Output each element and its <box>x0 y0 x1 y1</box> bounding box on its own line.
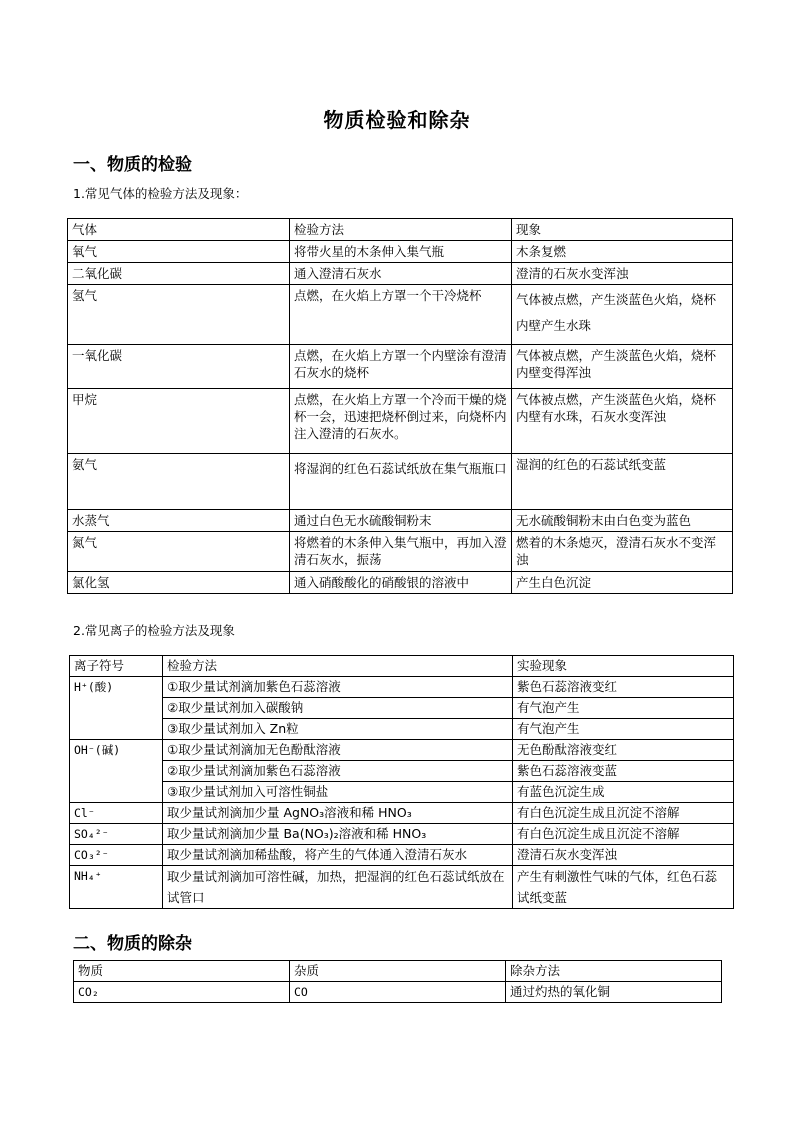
method-cell: 点燃，在火焰上方罩一个冷而干燥的烧杯一会，迅速把烧杯倒过来，向烧杯内注入澄清的石灰水。 <box>290 389 512 454</box>
section-heading-inspection: 一、物质的检验 <box>73 155 192 175</box>
method-cell: 通过灼热的氧化铜 <box>506 982 722 1003</box>
method-cell: ①取少量试剂滴加无色酚酞溶液 <box>163 740 513 761</box>
result-cell: 湿润的红色的石蕊试纸变蓝 <box>512 454 733 510</box>
table-row <box>68 285 733 345</box>
result-cell: 有气泡产生 <box>513 719 734 740</box>
method-cell: 取少量试剂滴加稀盐酸，将产生的气体通入澄清石灰水 <box>163 845 513 866</box>
ion-symbol-cell: H⁺(酸) <box>70 677 163 740</box>
method-cell: ③取少量试剂加入可溶性铜盐 <box>163 782 513 803</box>
table-row <box>70 698 734 719</box>
table-row <box>68 241 733 263</box>
table-row <box>70 740 734 761</box>
gas-name-cell: 一氧化碳 <box>68 345 290 389</box>
ion-symbol-cell: CO₃²⁻ <box>70 845 163 866</box>
method-cell: 将燃着的木条伸入集气瓶中，再加入澄清石灰水，振荡 <box>290 532 512 572</box>
result-cell: 产生白色沉淀 <box>512 572 733 594</box>
table-header-row <box>74 961 722 982</box>
table-row <box>68 572 733 594</box>
result-cell: 澄清的石灰水变浑浊 <box>512 263 733 285</box>
result-cell: 产生有刺激性气味的气体，红色石蕊试纸变蓝 <box>513 866 734 909</box>
table-row <box>70 824 734 845</box>
method-cell: 将湿润的红色石蕊试纸放在集气瓶瓶口 <box>290 454 512 510</box>
table-row <box>70 845 734 866</box>
result-cell: 气体被点燃，产生淡蓝色火焰，烧杯内壁产生水珠 <box>512 285 733 345</box>
method-cell: 通入硝酸酸化的硝酸银的溶液中 <box>290 572 512 594</box>
ion-test-table <box>69 655 734 909</box>
result-cell: 无色酚酞溶液变红 <box>513 740 734 761</box>
impurity-removal-table <box>73 960 722 1003</box>
table-row <box>74 982 722 1003</box>
header-cell: 实验现象 <box>513 656 734 677</box>
ion-symbol-cell: OH⁻(碱) <box>70 740 163 803</box>
gas-name-cell: 氮气 <box>68 532 290 572</box>
method-cell: 取少量试剂滴加可溶性碱，加热，把湿润的红色石蕊试纸放在试管口 <box>163 866 513 909</box>
gas-name-cell: 水蒸气 <box>68 510 290 532</box>
method-cell: 点燃，在火焰上方罩一个干冷烧杯 <box>290 285 512 345</box>
table-row <box>70 761 734 782</box>
header-cell: 除杂方法 <box>506 961 722 982</box>
result-cell: 气体被点燃，产生淡蓝色火焰，烧杯内壁变得浑浊 <box>512 345 733 389</box>
table-row <box>68 345 733 389</box>
table-row <box>70 866 734 909</box>
table-row <box>68 454 733 510</box>
header-cell: 杂质 <box>290 961 506 982</box>
method-cell: 通过白色无水硫酸铜粉末 <box>290 510 512 532</box>
substance-cell: CO₂ <box>74 982 290 1003</box>
gas-name-cell: 甲烷 <box>68 389 290 454</box>
method-cell: ①取少量试剂滴加紫色石蕊溶液 <box>163 677 513 698</box>
method-cell: 取少量试剂滴加少量 AgNO₃溶液和稀 HNO₃ <box>163 803 513 824</box>
header-cell: 检验方法 <box>163 656 513 677</box>
result-cell: 有气泡产生 <box>513 698 734 719</box>
result-cell: 有白色沉淀生成且沉淀不溶解 <box>513 803 734 824</box>
result-cell: 紫色石蕊溶液变红 <box>513 677 734 698</box>
section-heading-removal: 二、物质的除杂 <box>73 934 192 954</box>
table-row <box>68 263 733 285</box>
table-row <box>68 510 733 532</box>
table-row <box>68 532 733 572</box>
table-row <box>70 803 734 824</box>
result-cell: 气体被点燃，产生淡蓝色火焰，烧杯内壁有水珠，石灰水变浑浊 <box>512 389 733 454</box>
method-cell: ②取少量试剂滴加紫色石蕊溶液 <box>163 761 513 782</box>
ion-symbol-cell: NH₄⁺ <box>70 866 163 909</box>
method-cell: ③取少量试剂加入 Zn粒 <box>163 719 513 740</box>
table-header-row <box>68 219 733 241</box>
gas-subtitle: 1.常见气体的检验方法及现象： <box>73 186 248 201</box>
header-cell: 物质 <box>74 961 290 982</box>
page-title: 物质检验和除杂 <box>323 108 471 132</box>
ion-subtitle: 2.常见离子的检验方法及现象 <box>73 623 235 638</box>
gas-name-cell: 氢气 <box>68 285 290 345</box>
method-cell: 通入澄清石灰水 <box>290 263 512 285</box>
gas-name-cell: 氯化氢 <box>68 572 290 594</box>
header-cell: 气体 <box>68 219 290 241</box>
method-cell: 将带火星的木条伸入集气瓶 <box>290 241 512 263</box>
impurity-cell: CO <box>290 982 506 1003</box>
ion-symbol-cell: Cl⁻ <box>70 803 163 824</box>
method-cell: 点燃，在火焰上方罩一个内壁涂有澄清石灰水的烧杯 <box>290 345 512 389</box>
result-cell: 无水硫酸铜粉末由白色变为蓝色 <box>512 510 733 532</box>
header-cell: 现象 <box>512 219 733 241</box>
header-cell: 检验方法 <box>290 219 512 241</box>
result-cell: 有蓝色沉淀生成 <box>513 782 734 803</box>
header-cell: 离子符号 <box>70 656 163 677</box>
table-row <box>70 677 734 698</box>
result-cell: 木条复燃 <box>512 241 733 263</box>
table-header-row <box>70 656 734 677</box>
gas-name-cell: 氧气 <box>68 241 290 263</box>
gas-name-cell: 二氧化碳 <box>68 263 290 285</box>
table-row <box>68 389 733 454</box>
result-cell: 澄清石灰水变浑浊 <box>513 845 734 866</box>
gas-test-table <box>67 218 733 594</box>
result-cell: 燃着的木条熄灭，澄清石灰水不变浑浊 <box>512 532 733 572</box>
gas-name-cell: 氨气 <box>68 454 290 510</box>
method-cell: ②取少量试剂加入碳酸钠 <box>163 698 513 719</box>
ion-symbol-cell: SO₄²⁻ <box>70 824 163 845</box>
result-cell: 有白色沉淀生成且沉淀不溶解 <box>513 824 734 845</box>
table-row <box>70 782 734 803</box>
method-cell: 取少量试剂滴加少量 Ba(NO₃)₂溶液和稀 HNO₃ <box>163 824 513 845</box>
table-row <box>70 719 734 740</box>
result-cell: 紫色石蕊溶液变蓝 <box>513 761 734 782</box>
